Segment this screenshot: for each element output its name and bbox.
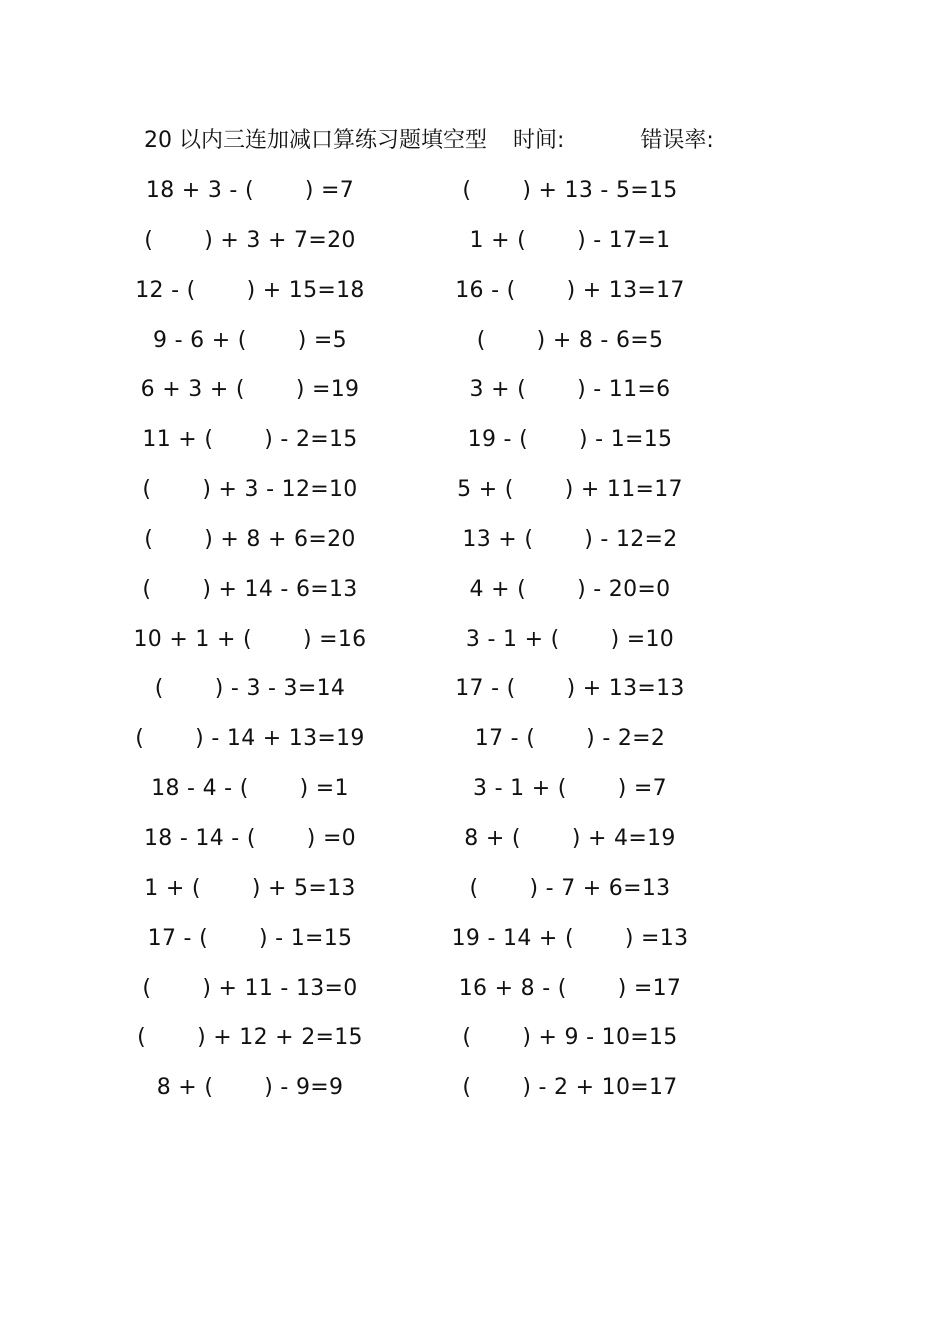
- problem-row: ( ) + 9 - 10=15: [462, 1025, 678, 1051]
- problem-row: 5 + ( ) + 11=17: [457, 477, 683, 503]
- problem-row: ( ) - 7 + 6=13: [469, 875, 671, 901]
- problem-row: 1 + ( ) - 17=1: [469, 227, 671, 253]
- problem-row: ( ) + 13 - 5=15: [462, 178, 678, 203]
- problem-row: ( ) + 14 - 6=13: [142, 576, 358, 602]
- problem-row: 3 - 1 + ( ) =7: [473, 776, 667, 802]
- problem-row: 9 - 6 + ( ) =5: [153, 327, 347, 353]
- problem-row: 17 - ( ) - 1=15: [147, 925, 353, 951]
- time-label: 时间:: [513, 128, 565, 153]
- problem-row: 18 - 4 - ( ) =1: [151, 776, 349, 802]
- problem-row: ( ) + 8 - 6=5: [476, 327, 664, 353]
- problem-row: 3 - 1 + ( ) =10: [465, 626, 675, 652]
- right-problem-column: [440, 175, 700, 1122]
- problem-row: 1 + ( ) + 5=13: [144, 875, 356, 901]
- problem-row: 10 + 1 + ( ) =16: [133, 626, 367, 652]
- left-problem-column: [120, 175, 380, 1122]
- problem-row: ( ) + 3 - 12=10: [142, 477, 358, 503]
- problem-row: 3 + ( ) - 11=6: [469, 377, 671, 403]
- problem-row: 6 + 3 + ( ) =19: [140, 377, 360, 403]
- problem-row: ( ) + 3 + 7=20: [144, 227, 356, 253]
- problem-row: 11 + ( ) - 2=15: [142, 427, 358, 453]
- worksheet-header: [144, 126, 714, 156]
- problem-row: 4 + ( ) - 20=0: [469, 576, 671, 602]
- problem-row: 18 - 14 - ( ) =0: [144, 825, 356, 851]
- problem-row: ( ) + 11 - 13=0: [142, 975, 358, 1001]
- problem-row: 16 + 8 - ( ) =17: [458, 975, 682, 1001]
- problem-row: 13 + ( ) - 12=2: [462, 526, 678, 552]
- error-rate-label: 错误率:: [640, 128, 714, 153]
- problem-row: ( ) + 12 + 2=15: [137, 1025, 363, 1051]
- worksheet-title: 20 以内三连加减口算练习题填空型: [144, 128, 487, 153]
- problem-row: 8 + ( ) + 4=19: [464, 825, 676, 851]
- problem-row: ( ) - 2 + 10=17: [462, 1075, 678, 1101]
- problem-row: 16 - ( ) + 13=17: [455, 277, 685, 303]
- problem-row: 8 + ( ) - 9=9: [156, 1075, 344, 1101]
- problem-row: ( ) + 8 + 6=20: [144, 526, 356, 552]
- problem-row: ( ) - 14 + 13=19: [135, 726, 365, 752]
- problem-row: 17 - ( ) - 2=2: [474, 726, 666, 752]
- problem-row: ( ) - 3 - 3=14: [154, 676, 346, 702]
- problem-row: 17 - ( ) + 13=13: [455, 676, 685, 702]
- problem-row: 12 - ( ) + 15=18: [135, 277, 365, 303]
- problem-row: 19 - 14 + ( ) =13: [451, 925, 689, 951]
- problem-row: 18 + 3 - ( ) =7: [145, 178, 355, 203]
- problem-row: 19 - ( ) - 1=15: [467, 427, 673, 453]
